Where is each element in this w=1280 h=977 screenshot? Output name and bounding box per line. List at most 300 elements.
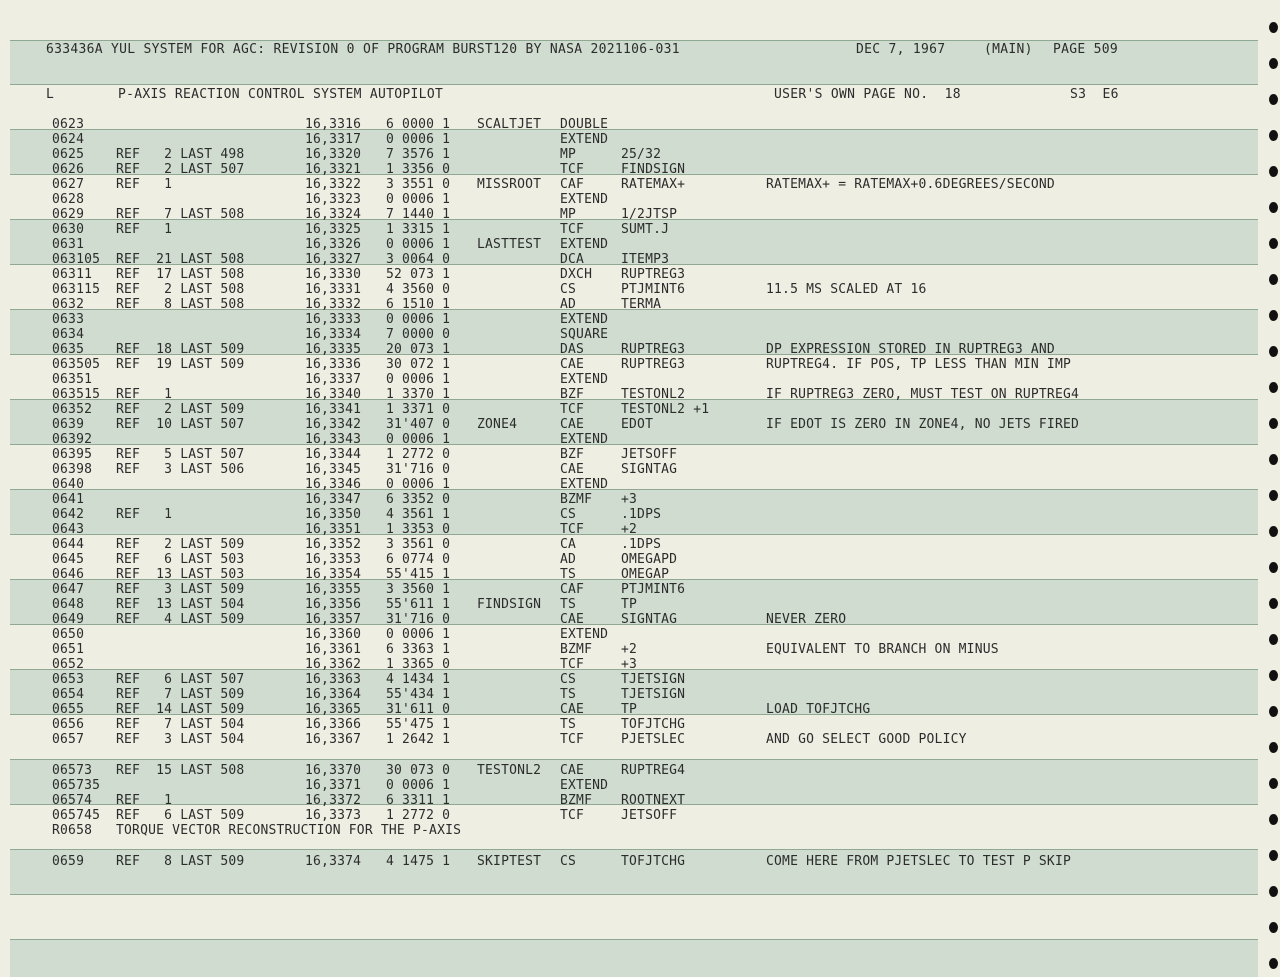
- address: 16,3351: [305, 522, 362, 537]
- address: 16,3317: [305, 132, 362, 147]
- ref-column: REF 1: [116, 177, 173, 192]
- feed-hole-icon: [1269, 526, 1278, 537]
- operand: .1DPS: [621, 537, 662, 552]
- octal-word: 0 0006 1: [386, 477, 451, 492]
- opcode: TCF: [560, 522, 585, 537]
- address: 16,3370: [305, 763, 362, 778]
- address: 16,3343: [305, 432, 362, 447]
- address: 16,3333: [305, 312, 362, 327]
- ref-column: REF 2 LAST 498: [116, 147, 245, 162]
- line-number: 063505: [52, 357, 101, 372]
- operand: 25/32: [621, 147, 662, 162]
- address: 16,3356: [305, 597, 362, 612]
- address: 16,3337: [305, 372, 362, 387]
- comment: NEVER ZERO: [766, 612, 847, 627]
- operand: RUPTREG4: [621, 763, 686, 778]
- octal-word: 55'415 1: [386, 567, 451, 582]
- line-number: 06398: [52, 462, 93, 477]
- ref-column: REF 13 LAST 504: [116, 597, 245, 612]
- operand: PTJMINT6: [621, 582, 686, 597]
- operand: TOFJTCHG: [621, 854, 686, 869]
- operand: EDOT: [621, 417, 654, 432]
- opcode: EXTEND: [560, 627, 609, 642]
- octal-word: 6 3363 1: [386, 642, 451, 657]
- comment: 11.5 MS SCALED AT 16: [766, 282, 927, 297]
- line-number: 0645: [52, 552, 85, 567]
- line-number: 0628: [52, 192, 85, 207]
- opcode: TCF: [560, 222, 585, 237]
- octal-word: 7 3576 1: [386, 147, 451, 162]
- octal-word: 6 3311 1: [386, 793, 451, 808]
- ref-column: REF 19 LAST 509: [116, 357, 245, 372]
- address: 16,3321: [305, 162, 362, 177]
- line-number: 0641: [52, 492, 85, 507]
- feed-hole-icon: [1269, 454, 1278, 465]
- address: 16,3361: [305, 642, 362, 657]
- octal-word: 4 1475 1: [386, 854, 451, 869]
- comment: COME HERE FROM PJETSLEC TO TEST P SKIP: [766, 854, 1072, 869]
- address: 16,3336: [305, 357, 362, 372]
- address: 16,3366: [305, 717, 362, 732]
- line-number: 06392: [52, 432, 93, 447]
- line-number: 065735: [52, 778, 101, 793]
- address: 16,3342: [305, 417, 362, 432]
- ref-column: REF 6 LAST 509: [116, 808, 245, 823]
- line-number: 0643: [52, 522, 85, 537]
- address: 16,3332: [305, 297, 362, 312]
- octal-word: 0 0006 1: [386, 627, 451, 642]
- comment: IF RUPTREG3 ZERO, MUST TEST ON RUPTREG4: [766, 387, 1080, 402]
- line-number: 0634: [52, 327, 85, 342]
- opcode: TCF: [560, 808, 585, 823]
- line-number: 06311: [52, 267, 93, 282]
- operand: RATEMAX+: [621, 177, 686, 192]
- ref-column: REF 8 LAST 508: [116, 297, 245, 312]
- line-number: 063105: [52, 252, 101, 267]
- operand: TESTONL2 +1: [621, 402, 710, 417]
- line-number: 0627: [52, 177, 85, 192]
- ref-column: REF 10 LAST 507: [116, 417, 245, 432]
- ref-column: REF 2 LAST 508: [116, 282, 245, 297]
- address: 16,3365: [305, 702, 362, 717]
- opcode: EXTEND: [560, 477, 609, 492]
- octal-word: 0 0006 1: [386, 237, 451, 252]
- listing-type: L: [46, 87, 55, 102]
- octal-word: 30 073 0: [386, 763, 451, 778]
- address: 16,3355: [305, 582, 362, 597]
- feed-hole-icon: [1269, 58, 1278, 69]
- feed-hole-icon: [1269, 94, 1278, 105]
- opcode: CAE: [560, 417, 585, 432]
- line-number: 0632: [52, 297, 85, 312]
- line-number: R0658: [52, 823, 93, 838]
- operand: PJETSLEC: [621, 732, 686, 747]
- address: 16,3367: [305, 732, 362, 747]
- operand: TERMA: [621, 297, 662, 312]
- octal-word: 0 0006 1: [386, 132, 451, 147]
- line-number: 06352: [52, 402, 93, 417]
- line-number: 0623: [52, 117, 85, 132]
- address: 16,3344: [305, 447, 362, 462]
- line-number: 0631: [52, 237, 85, 252]
- label: SCALTJET: [477, 117, 542, 132]
- line-number: 0646: [52, 567, 85, 582]
- feed-hole-icon: [1269, 922, 1278, 933]
- address: 16,3352: [305, 537, 362, 552]
- operand: OMEGAPD: [621, 552, 678, 567]
- opcode: DCA: [560, 252, 585, 267]
- address: 16,3324: [305, 207, 362, 222]
- octal-word: 31'611 0: [386, 702, 451, 717]
- feed-hole-icon: [1269, 958, 1278, 969]
- operand: +3: [621, 492, 638, 507]
- feed-hole-icon: [1269, 382, 1278, 393]
- opcode: TS: [560, 717, 577, 732]
- opcode: EXTEND: [560, 432, 609, 447]
- address: 16,3326: [305, 237, 362, 252]
- operand: RUPTREG3: [621, 267, 686, 282]
- line-number: 0624: [52, 132, 85, 147]
- line-number: 06574: [52, 793, 93, 808]
- address: 16,3346: [305, 477, 362, 492]
- octal-word: 6 0000 1: [386, 117, 451, 132]
- octal-word: 6 1510 1: [386, 297, 451, 312]
- line-number: 06573: [52, 763, 93, 778]
- opcode: CS: [560, 507, 577, 522]
- address: 16,3347: [305, 492, 362, 507]
- opcode: DOUBLE: [560, 117, 609, 132]
- feed-hole-icon: [1269, 562, 1278, 573]
- feed-hole-icon: [1269, 598, 1278, 609]
- ref-column: REF 14 LAST 509: [116, 702, 245, 717]
- ref-column: REF 1: [116, 507, 173, 522]
- address: 16,3360: [305, 627, 362, 642]
- feed-hole-icon: [1269, 742, 1278, 753]
- address: 16,3335: [305, 342, 362, 357]
- octal-word: 20 073 1: [386, 342, 451, 357]
- octal-word: 55'434 1: [386, 687, 451, 702]
- opcode: EXTEND: [560, 237, 609, 252]
- octal-word: 4 3560 0: [386, 282, 451, 297]
- opcode: EXTEND: [560, 372, 609, 387]
- line-number: 0655: [52, 702, 85, 717]
- address: 16,3350: [305, 507, 362, 522]
- operand: SUMT.J: [621, 222, 670, 237]
- label: LASTTEST: [477, 237, 542, 252]
- octal-word: 3 0064 0: [386, 252, 451, 267]
- octal-word: 6 0774 0: [386, 552, 451, 567]
- operand: +2: [621, 522, 638, 537]
- operand: +2: [621, 642, 638, 657]
- operand: JETSOFF: [621, 447, 678, 462]
- address: 16,3316: [305, 117, 362, 132]
- operand: TJETSIGN: [621, 687, 686, 702]
- octal-word: 0 0006 1: [386, 192, 451, 207]
- ref-column: REF 7 LAST 509: [116, 687, 245, 702]
- line-number: 063515: [52, 387, 101, 402]
- line-number: 0659: [52, 854, 85, 869]
- address: 16,3354: [305, 567, 362, 582]
- operand: SIGNTAG: [621, 612, 678, 627]
- line-number: 0633: [52, 312, 85, 327]
- ref-column: REF 1: [116, 222, 173, 237]
- user-page-number: USER'S OWN PAGE NO. 18: [774, 87, 961, 102]
- opcode: TS: [560, 567, 577, 582]
- label: ZONE4: [477, 417, 518, 432]
- opcode: BZMF: [560, 492, 593, 507]
- address: 16,3322: [305, 177, 362, 192]
- address: 16,3374: [305, 854, 362, 869]
- octal-word: 7 0000 0: [386, 327, 451, 342]
- opcode: BZF: [560, 387, 585, 402]
- opcode: EXTEND: [560, 778, 609, 793]
- line-number: 0639: [52, 417, 85, 432]
- octal-word: 3 3551 0: [386, 177, 451, 192]
- comment: RATEMAX+ = RATEMAX+0.6DEGREES/SECOND: [766, 177, 1055, 192]
- opcode: BZF: [560, 447, 585, 462]
- ref-column: REF 7 LAST 504: [116, 717, 245, 732]
- address: 16,3373: [305, 808, 362, 823]
- operand: ITEMP3: [621, 252, 670, 267]
- address: 16,3341: [305, 402, 362, 417]
- operand: TESTONL2: [621, 387, 686, 402]
- opcode: EXTEND: [560, 132, 609, 147]
- comment: RUPTREG4. IF POS, TP LESS THAN MIN IMP: [766, 357, 1072, 372]
- line-number: 065745: [52, 808, 101, 823]
- octal-word: 30 072 1: [386, 357, 451, 372]
- line-number: 0629: [52, 207, 85, 222]
- line-number: 063115: [52, 282, 101, 297]
- line-number: 0647: [52, 582, 85, 597]
- operand: +3: [621, 657, 638, 672]
- operand: .1DPS: [621, 507, 662, 522]
- line-number: 06351: [52, 372, 93, 387]
- line-number: 0640: [52, 477, 85, 492]
- octal-word: 1 3371 0: [386, 402, 451, 417]
- octal-word: 4 3561 1: [386, 507, 451, 522]
- octal-word: 7 1440 1: [386, 207, 451, 222]
- opcode: TCF: [560, 162, 585, 177]
- comment: AND GO SELECT GOOD POLICY: [766, 732, 967, 747]
- feed-hole-icon: [1269, 814, 1278, 825]
- label: TESTONL2: [477, 763, 542, 778]
- opcode: CAE: [560, 763, 585, 778]
- feed-hole-icon: [1269, 166, 1278, 177]
- opcode: AD: [560, 297, 577, 312]
- operand: TP: [621, 597, 638, 612]
- ref-column: REF 17 LAST 508: [116, 267, 245, 282]
- ref-column: REF 13 LAST 503: [116, 567, 245, 582]
- operand: TOFJTCHG: [621, 717, 686, 732]
- feed-hole-icon: [1269, 850, 1278, 861]
- comment: EQUIVALENT TO BRANCH ON MINUS: [766, 642, 999, 657]
- opcode: CAF: [560, 582, 585, 597]
- listing-section: (MAIN): [984, 42, 1033, 57]
- label: MISSROOT: [477, 177, 542, 192]
- ref-column: REF 2 LAST 509: [116, 537, 245, 552]
- operand: FINDSIGN: [621, 162, 686, 177]
- opcode: DXCH: [560, 267, 593, 282]
- address: 16,3325: [305, 222, 362, 237]
- opcode: TCF: [560, 402, 585, 417]
- opcode: TS: [560, 597, 577, 612]
- operand: RUPTREG3: [621, 342, 686, 357]
- octal-word: 55'475 1: [386, 717, 451, 732]
- address: 16,3345: [305, 462, 362, 477]
- address: 16,3363: [305, 672, 362, 687]
- opcode: MP: [560, 207, 577, 222]
- octal-word: 55'611 1: [386, 597, 451, 612]
- address: 16,3371: [305, 778, 362, 793]
- opcode: CAE: [560, 357, 585, 372]
- octal-word: 1 3365 0: [386, 657, 451, 672]
- address: 16,3330: [305, 267, 362, 282]
- feed-hole-icon: [1269, 670, 1278, 681]
- opcode: CS: [560, 854, 577, 869]
- octal-word: 3 3560 1: [386, 582, 451, 597]
- line-number: 0652: [52, 657, 85, 672]
- ref-column: REF 3 LAST 506: [116, 462, 245, 477]
- opcode: BZMF: [560, 642, 593, 657]
- opcode: EXTEND: [560, 192, 609, 207]
- opcode: TS: [560, 687, 577, 702]
- ref-column: REF 1: [116, 387, 173, 402]
- feed-hole-icon: [1269, 238, 1278, 249]
- feed-hole-icon: [1269, 346, 1278, 357]
- label: SKIPTEST: [477, 854, 542, 869]
- listing-header: 633436A YUL SYSTEM FOR AGC: REVISION 0 OF PROGRAM BURST120 BY NASA 2021106-031: [46, 42, 680, 57]
- comment: LOAD TOFJTCHG: [766, 702, 871, 717]
- address: 16,3320: [305, 147, 362, 162]
- ref-column: REF 21 LAST 508: [116, 252, 245, 267]
- operand: SIGNTAG: [621, 462, 678, 477]
- ref-column: REF 4 LAST 509: [116, 612, 245, 627]
- opcode: BZMF: [560, 793, 593, 808]
- octal-word: 6 3352 0: [386, 492, 451, 507]
- address: 16,3331: [305, 282, 362, 297]
- line-number: 0657: [52, 732, 85, 747]
- operand: PTJMINT6: [621, 282, 686, 297]
- address: 16,3353: [305, 552, 362, 567]
- opcode: CS: [560, 282, 577, 297]
- ref-column: REF 6 LAST 507: [116, 672, 245, 687]
- feed-hole-icon: [1269, 418, 1278, 429]
- octal-word: 31'716 0: [386, 612, 451, 627]
- line-number: 06395: [52, 447, 93, 462]
- opcode: AD: [560, 552, 577, 567]
- address: 16,3334: [305, 327, 362, 342]
- ref-column: REF 18 LAST 509: [116, 342, 245, 357]
- opcode: CAE: [560, 702, 585, 717]
- comment: DP EXPRESSION STORED IN RUPTREG3 AND: [766, 342, 1055, 357]
- operand: TP: [621, 702, 638, 717]
- line-number: 0635: [52, 342, 85, 357]
- ref-column: REF 5 LAST 507: [116, 447, 245, 462]
- opcode: MP: [560, 147, 577, 162]
- operand: OMEGAP: [621, 567, 670, 582]
- ref-column: REF 3 LAST 504: [116, 732, 245, 747]
- page-title: P-AXIS REACTION CONTROL SYSTEM AUTOPILOT: [118, 87, 444, 102]
- octal-word: 52 073 1: [386, 267, 451, 282]
- opcode: SQUARE: [560, 327, 609, 342]
- feed-hole-icon: [1269, 310, 1278, 321]
- octal-word: 3 3561 0: [386, 537, 451, 552]
- feed-hole-icon: [1269, 490, 1278, 501]
- address: 16,3362: [305, 657, 362, 672]
- opcode: TCF: [560, 657, 585, 672]
- octal-word: 0 0006 1: [386, 372, 451, 387]
- line-number: 0642: [52, 507, 85, 522]
- feed-hole-icon: [1269, 886, 1278, 897]
- ref-column: REF 2 LAST 507: [116, 162, 245, 177]
- opcode: CS: [560, 672, 577, 687]
- feed-hole-icon: [1269, 634, 1278, 645]
- line-number: 0644: [52, 537, 85, 552]
- ref-column: REF 2 LAST 509: [116, 402, 245, 417]
- octal-word: 31'716 0: [386, 462, 451, 477]
- line-number: 0650: [52, 627, 85, 642]
- listing-date: DEC 7, 1967: [856, 42, 946, 57]
- comment: IF EDOT IS ZERO IN ZONE4, NO JETS FIRED: [766, 417, 1080, 432]
- address: 16,3364: [305, 687, 362, 702]
- feed-hole-icon: [1269, 274, 1278, 285]
- opcode: TCF: [560, 732, 585, 747]
- operand: TJETSIGN: [621, 672, 686, 687]
- line-number: 0656: [52, 717, 85, 732]
- line-number: 0625: [52, 147, 85, 162]
- operand: 1/2JTSP: [621, 207, 678, 222]
- green-bar: [10, 939, 1258, 977]
- opcode: CA: [560, 537, 577, 552]
- address: 16,3372: [305, 793, 362, 808]
- line-number: 0651: [52, 642, 85, 657]
- ref-column: REF 1: [116, 793, 173, 808]
- octal-word: 4 1434 1: [386, 672, 451, 687]
- operand: JETSOFF: [621, 808, 678, 823]
- ref-column: REF 6 LAST 503: [116, 552, 245, 567]
- octal-word: 0 0006 1: [386, 432, 451, 447]
- address: 16,3327: [305, 252, 362, 267]
- ref-column: TORQUE VECTOR RECONSTRUCTION FOR THE P-AXIS: [116, 823, 462, 838]
- ref-column: REF 7 LAST 508: [116, 207, 245, 222]
- opcode: CAF: [560, 177, 585, 192]
- octal-word: 0 0006 1: [386, 778, 451, 793]
- line-number: 0653: [52, 672, 85, 687]
- ref-column: REF 15 LAST 508: [116, 763, 245, 778]
- octal-word: 1 3356 0: [386, 162, 451, 177]
- octal-word: 1 3353 0: [386, 522, 451, 537]
- ref-column: REF 3 LAST 509: [116, 582, 245, 597]
- octal-word: 1 3370 1: [386, 387, 451, 402]
- octal-word: 0 0006 1: [386, 312, 451, 327]
- opcode: CAE: [560, 612, 585, 627]
- page-number: PAGE 509: [1053, 42, 1119, 57]
- label: FINDSIGN: [477, 597, 542, 612]
- feed-hole-icon: [1269, 22, 1278, 33]
- feed-hole-icon: [1269, 706, 1278, 717]
- feed-hole-icon: [1269, 130, 1278, 141]
- opcode: EXTEND: [560, 312, 609, 327]
- opcode: DAS: [560, 342, 585, 357]
- address: 16,3323: [305, 192, 362, 207]
- operand: ROOTNEXT: [621, 793, 686, 808]
- octal-word: 1 3315 1: [386, 222, 451, 237]
- line-number: 0654: [52, 687, 85, 702]
- octal-word: 31'407 0: [386, 417, 451, 432]
- line-number: 0626: [52, 162, 85, 177]
- ref-column: REF 8 LAST 509: [116, 854, 245, 869]
- feed-hole-icon: [1269, 778, 1278, 789]
